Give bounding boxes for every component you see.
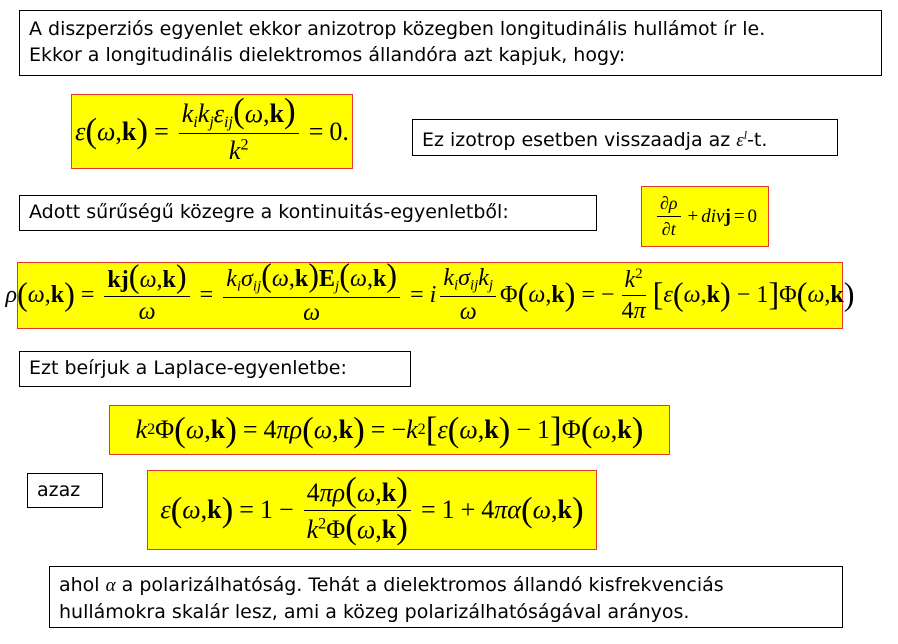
- laplace-equation: k 2 Φ ( ω , k ) = 4 πρ ( ω , k ) = − k 2 [ ε ( ω , k ) − 1 ] Φ ( ω , k ): [109, 405, 670, 455]
- conclusion-text-box: [49, 566, 843, 628]
- azaz-label-box: azaz: [27, 473, 103, 508]
- epsilon-symbol: ε: [736, 130, 744, 152]
- longitudinal-dielectric-equation: ε ( ω , k ) = $\frac{k_ik_j\varepsilon_{ij}(\omega,k)}{k^2}$ = 0.: [71, 94, 353, 169]
- conclusion-line-1: ahol α a polarizálhatóság. Tehát a dielektromos állandó kisfrekvenciás: [59, 574, 724, 596]
- alpha-symbol: α: [105, 575, 116, 596]
- continuity-equation: $\frac{\partial\rho}{\partial t}$ + div j = 0: [641, 186, 769, 247]
- intro-line-1: A diszperziós egyenlet ekkor anizotrop közegben longitudinális hullámot ír le.: [29, 18, 766, 40]
- isotropic-note-box: Ez izotrop esetben visszaadja az $\varepsilon^l-t$.: [412, 119, 838, 156]
- epsilon-superscript: l: [743, 129, 748, 142]
- conclusion-line-2: hullámokra skalár lesz, ami a közeg polarizálhatóságával arányos.: [59, 601, 690, 623]
- charge-density-equation: ρ ( ω , k ) = $\frac{kj(\omega,k)}{\omega}$ = $\frac{k_i\sigma_{ij}(\omega,k)E_j(\omega,k)}{\omega}$ = i $\frac{k_i\sigma_{ij}k_j}{\omega}$ Φ ( ω , k ) = − $\frac{k^2}{4\pi}$ [ ε ( ω , k ) − 1 ] Φ ( ω , k ): [17, 262, 843, 329]
- laplace-label-box: Ezt beírjuk a Laplace-egyenletbe:: [19, 351, 411, 387]
- intro-text-box: [19, 10, 882, 76]
- continuity-label-box: Adott sűrűségű közegre a kontinuitás-egyenletből:: [19, 195, 597, 231]
- polarizability-equation: ε ( ω , k ) = 1 − $\frac{4\pi\rho(\omega,k)}{k^2\Phi(\omega,k)}$ = 1 + 4 πα ( ω , k ): [147, 470, 597, 550]
- intro-line-2: Ekkor a longitudinális dielektromos állandóra azt kapjuk, hogy:: [29, 44, 626, 66]
